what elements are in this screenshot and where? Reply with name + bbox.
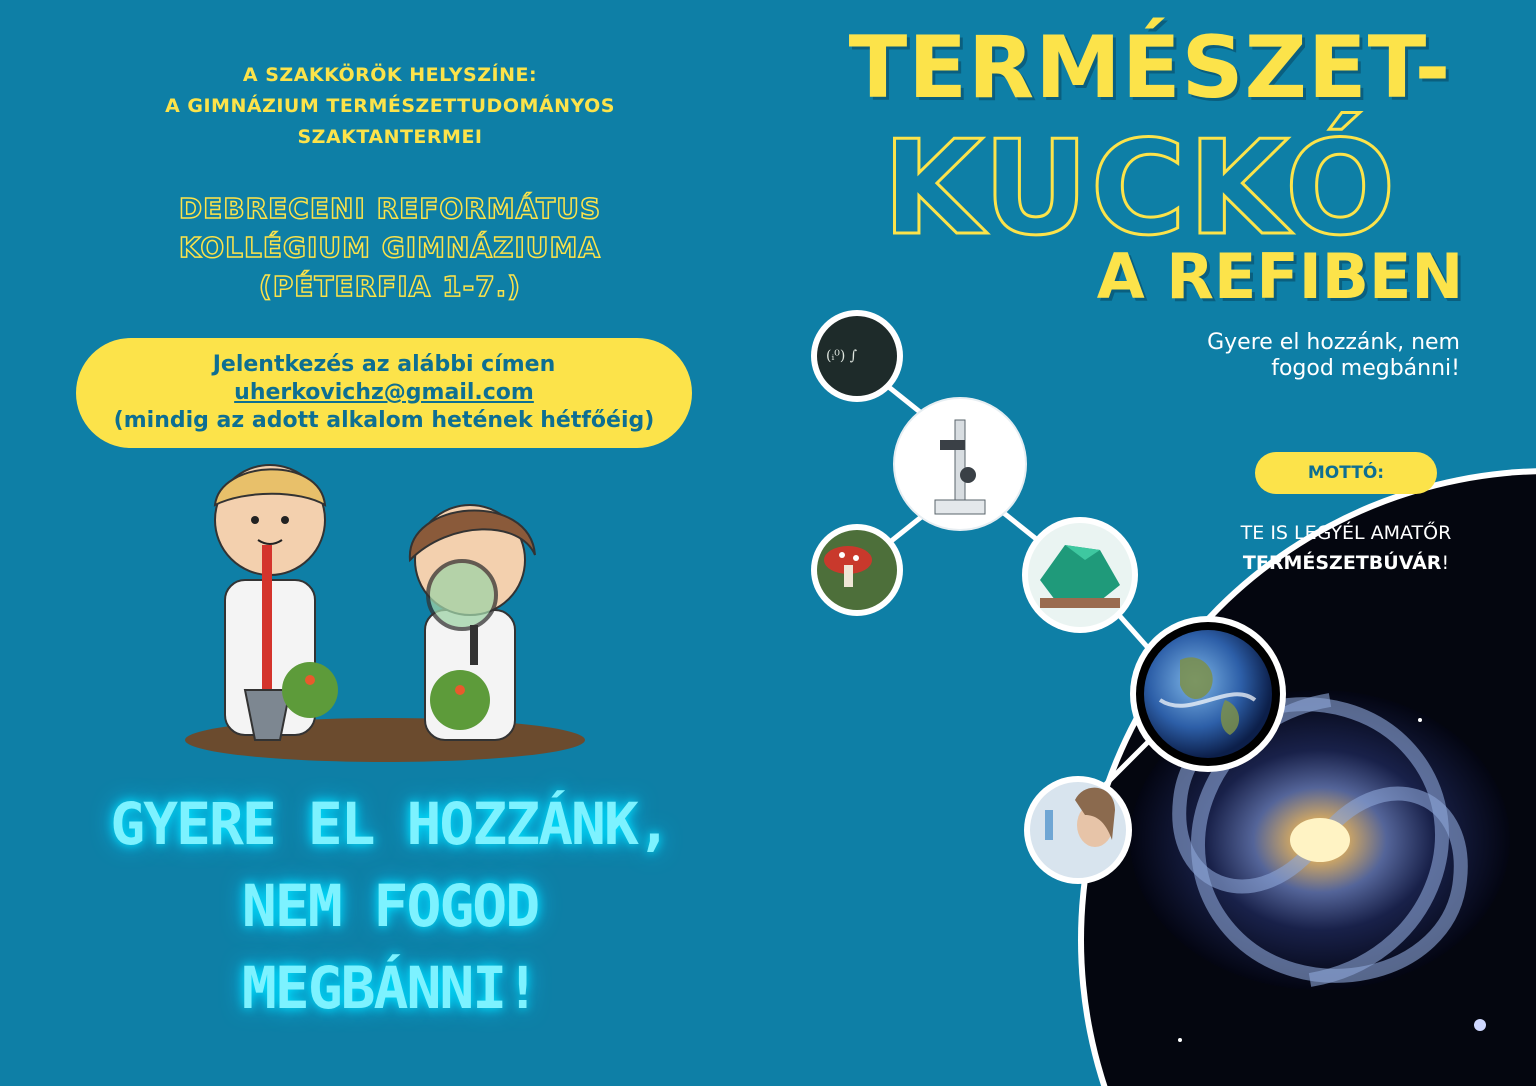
- location-line: A GIMNÁZIUM TERMÉSZETTUDOMÁNYOS: [165, 95, 615, 117]
- scientist-lab-icon: [1024, 776, 1132, 884]
- location-line: SZAKTANTERMEI: [297, 126, 483, 148]
- school-name: KOLLÉGIUM GIMNÁZIUMA: [178, 231, 602, 264]
- location-heading: A SZAKKÖRÖK HELYSZÍNE:: [242, 64, 538, 86]
- signup-email-link[interactable]: uherkovichz@gmail.com: [234, 380, 534, 405]
- cta-text: GYERE EL HOZZÁNK,: [110, 790, 670, 858]
- main-subtitle: A REFIBEN: [1096, 240, 1464, 313]
- kids-scientists-illustration: [185, 465, 585, 762]
- school-name: DEBRECENI REFORMÁTUS: [178, 192, 602, 225]
- tagline: fogod megbánni!: [1271, 356, 1460, 381]
- motto-label: MOTTÓ:: [1255, 452, 1437, 494]
- chalkboard-math-icon: [811, 310, 903, 402]
- earth-globe-icon: [1130, 616, 1286, 772]
- motto-text: [1190, 552, 1502, 574]
- motto-bold-word: TERMÉSZETBÚVÁR: [1242, 552, 1442, 574]
- signup-deadline: (mindig az adott alkalom hetének hétfőéig): [113, 408, 655, 433]
- main-title: TERMÉSZET-: [848, 18, 1452, 118]
- svg-text:(ᵢ⁰) ∫: (ᵢ⁰) ∫: [826, 348, 858, 364]
- cta-text: NEM FOGOD: [241, 872, 539, 940]
- microscope-icon: [894, 398, 1026, 530]
- school-address: (PÉTERFIA 1-7.): [258, 270, 522, 303]
- mushroom-icon: [811, 524, 903, 616]
- crystal-mineral-icon: [1022, 517, 1138, 633]
- motto-text: TE IS LEGYÉL AMATŐR: [1240, 522, 1452, 544]
- signup-text: Jelentkezés az alábbi címen: [212, 352, 556, 377]
- tagline: Gyere el hozzánk, nem: [1207, 330, 1460, 355]
- cta-text: MEGBÁNNI!: [241, 954, 539, 1022]
- motto-exclamation: !: [1441, 552, 1450, 574]
- main-title: KUCKÓ: [882, 112, 1398, 264]
